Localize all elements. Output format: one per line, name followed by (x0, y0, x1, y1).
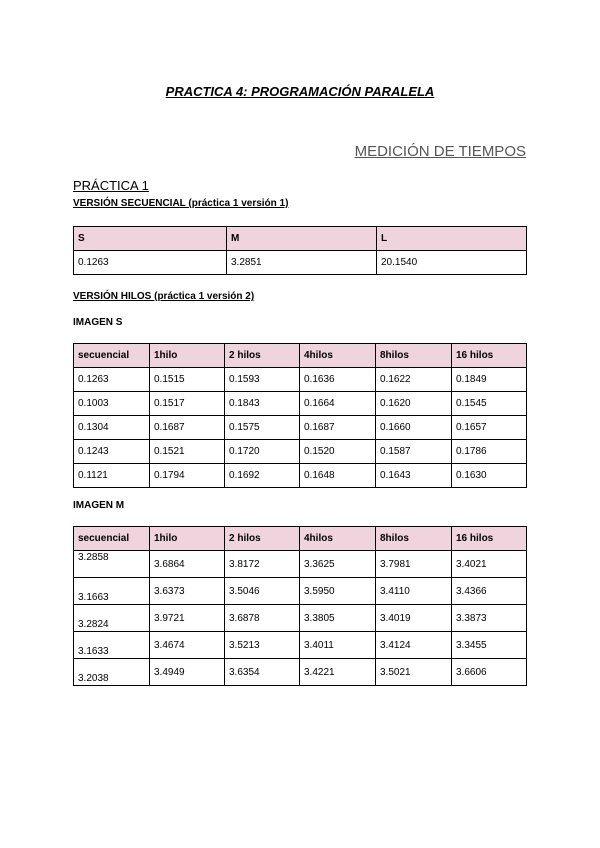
header-cell: 16 hilos (452, 344, 527, 368)
section-title: MEDICIÓN DE TIEMPOS (354, 143, 526, 160)
header-cell: 4hilos (300, 527, 376, 551)
table-cell: 20.1540 (377, 251, 527, 275)
table-header-row (74, 344, 527, 368)
table-cell: 0.1520 (300, 440, 376, 464)
table-cell: 0.1587 (376, 440, 452, 464)
table-row (74, 416, 527, 440)
table-cell: 3.2824 (74, 605, 150, 632)
table-cell: 0.1687 (300, 416, 376, 440)
table-cell: 3.4674 (150, 632, 225, 659)
table-cell: 0.1517 (150, 392, 225, 416)
table-cell: 3.2858 (74, 551, 150, 578)
table-row (74, 578, 527, 605)
table-cell: 3.4019 (376, 605, 452, 632)
table-cell: 0.1593 (225, 368, 300, 392)
table-cell: 3.1663 (74, 578, 150, 605)
table-cell: 3.4124 (376, 632, 452, 659)
table-cell: 3.3873 (452, 605, 527, 632)
table-cell: 0.1794 (150, 464, 225, 488)
header-cell: 8hilos (376, 527, 452, 551)
header-cell: S (74, 227, 227, 251)
table-cell: 0.1243 (74, 440, 150, 464)
table-cell: 0.1263 (74, 368, 150, 392)
header-cell: 4hilos (300, 344, 376, 368)
table-row (74, 551, 527, 578)
table-cell: 0.1630 (452, 464, 527, 488)
table-cell: 3.6878 (225, 605, 300, 632)
table-cell: 3.6354 (225, 659, 300, 686)
table-cell: 3.4949 (150, 659, 225, 686)
table-cell: 3.5021 (376, 659, 452, 686)
table-row (74, 605, 527, 632)
header-cell: 2 hilos (225, 527, 300, 551)
table-cell: 3.5950 (300, 578, 376, 605)
table-cell: 3.6864 (150, 551, 225, 578)
table-cell: 0.1657 (452, 416, 527, 440)
header-cell: M (227, 227, 377, 251)
table-cell: 3.9721 (150, 605, 225, 632)
header-cell: 1hilo (150, 527, 225, 551)
imagen-m-table (73, 526, 527, 686)
table-cell: 3.4110 (376, 578, 452, 605)
table-cell: 0.1660 (376, 416, 452, 440)
header-cell: 2 hilos (225, 344, 300, 368)
table-cell: 3.5213 (225, 632, 300, 659)
table-cell: 3.7981 (376, 551, 452, 578)
table-cell: 3.4366 (452, 578, 527, 605)
table-row (74, 464, 527, 488)
table-row (74, 440, 527, 464)
table-cell: 3.8172 (225, 551, 300, 578)
table-cell: 0.1521 (150, 440, 225, 464)
practica-heading: PRÁCTICA 1 (73, 178, 149, 193)
header-cell: 8hilos (376, 344, 452, 368)
table-cell: 0.1121 (74, 464, 150, 488)
table-cell: 0.1843 (225, 392, 300, 416)
table-cell: 0.1664 (300, 392, 376, 416)
table-cell: 0.1687 (150, 416, 225, 440)
table-cell: 0.1643 (376, 464, 452, 488)
table-header-row (74, 527, 527, 551)
table-row (74, 368, 527, 392)
table-cell: 0.1849 (452, 368, 527, 392)
imagen-s-table (73, 343, 527, 488)
table-header-row (74, 227, 527, 251)
table-cell: 0.1622 (376, 368, 452, 392)
table-cell: 3.5046 (225, 578, 300, 605)
table-cell: 3.3455 (452, 632, 527, 659)
table-cell: 3.4221 (300, 659, 376, 686)
table-cell: 0.1720 (225, 440, 300, 464)
page-title: PRACTICA 4: PROGRAMACIÓN PARALELA (165, 84, 435, 99)
table-cell: 0.1648 (300, 464, 376, 488)
table-row (74, 659, 527, 686)
secuencial-table (73, 226, 527, 275)
table-cell: 0.1003 (74, 392, 150, 416)
table-row (74, 392, 527, 416)
imagen-s-label: IMAGEN S (73, 317, 123, 328)
table-cell: 3.4021 (452, 551, 527, 578)
header-cell: 1hilo (150, 344, 225, 368)
table-cell: 3.4011 (300, 632, 376, 659)
table-cell: 0.1263 (74, 251, 227, 275)
header-cell: L (377, 227, 527, 251)
table-cell: 0.1620 (376, 392, 452, 416)
table-cell: 0.1575 (225, 416, 300, 440)
table-cell: 3.1633 (74, 632, 150, 659)
table-cell: 3.2851 (227, 251, 377, 275)
table-cell: 3.3805 (300, 605, 376, 632)
table-cell: 0.1692 (225, 464, 300, 488)
table-row (74, 632, 527, 659)
table-row (74, 251, 527, 275)
header-cell: 16 hilos (452, 527, 527, 551)
header-cell: secuencial (74, 344, 150, 368)
table-cell: 3.3625 (300, 551, 376, 578)
table-cell: 0.1545 (452, 392, 527, 416)
hilos-subtitle: VERSIÓN HILOS (práctica 1 versión 2) (73, 291, 255, 302)
table-cell: 0.1304 (74, 416, 150, 440)
table-cell: 3.2038 (74, 659, 150, 686)
table-cell: 0.1786 (452, 440, 527, 464)
table-cell: 0.1636 (300, 368, 376, 392)
table-cell: 0.1515 (150, 368, 225, 392)
table-cell: 3.6373 (150, 578, 225, 605)
imagen-m-label: IMAGEN M (73, 500, 125, 511)
table-cell: 3.6606 (452, 659, 527, 686)
header-cell: secuencial (74, 527, 150, 551)
secuencial-subtitle: VERSIÓN SECUENCIAL (práctica 1 versión 1) (73, 198, 289, 209)
